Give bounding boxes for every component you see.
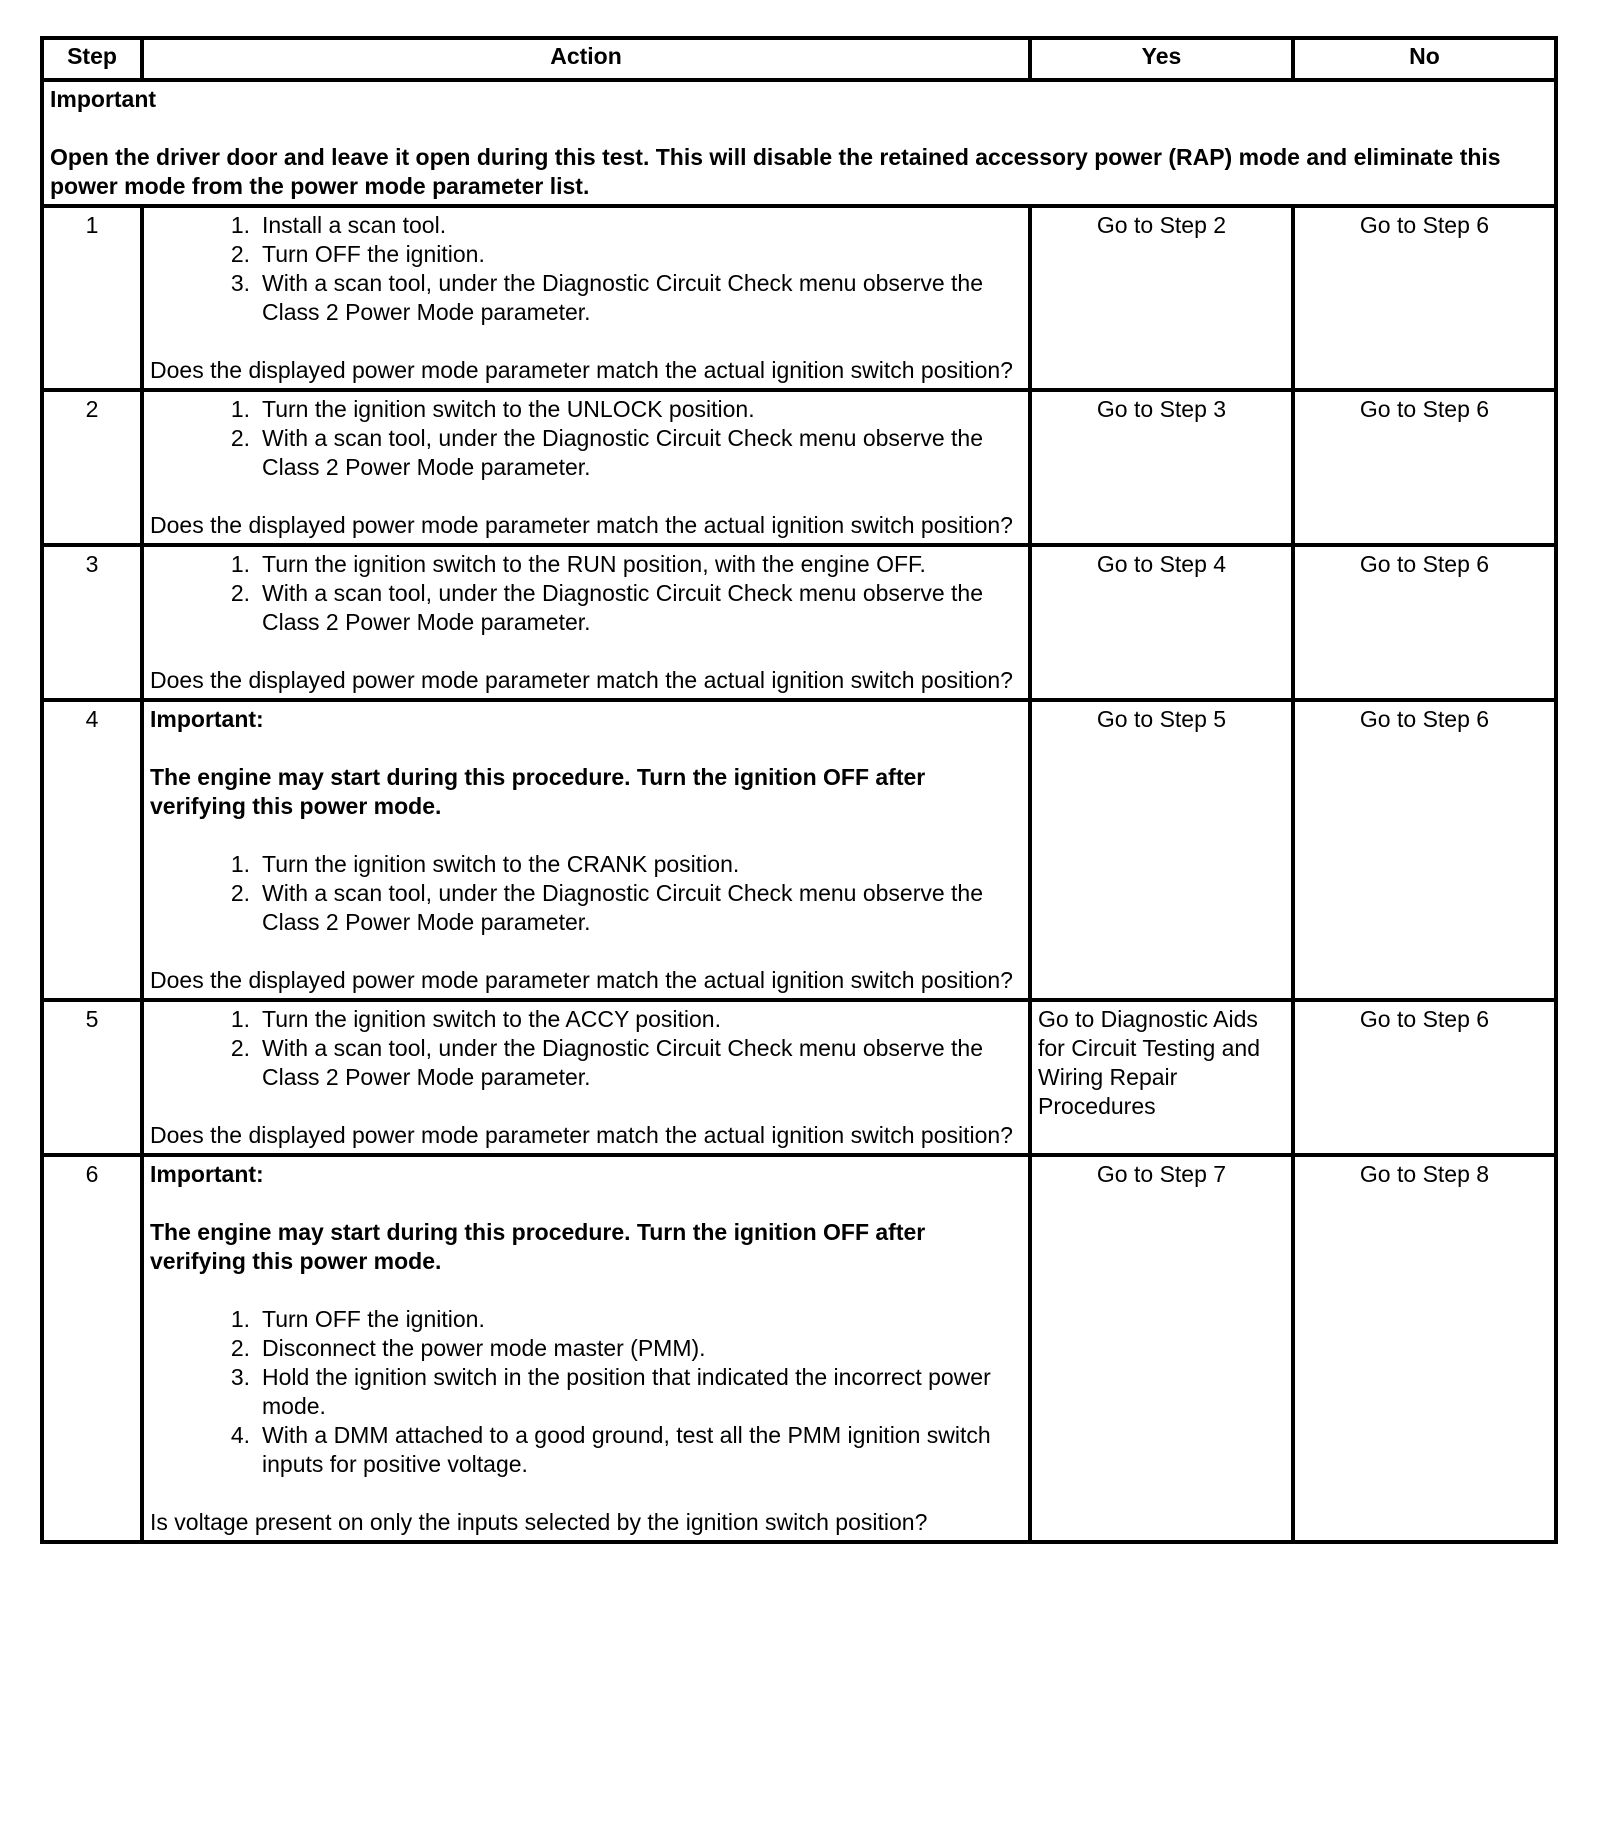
step-question: Does the displayed power mode parameter match the actual ignition switch position?: [150, 512, 1013, 538]
action-item: [150, 395, 1022, 424]
action-list: [150, 850, 1022, 937]
step-row: [42, 1000, 1556, 1155]
action-item-number: 1.: [230, 551, 250, 577]
header-no: No: [1293, 38, 1556, 80]
action-item: [150, 850, 1022, 879]
action-item: [150, 579, 1022, 637]
action-item: [150, 879, 1022, 937]
action-item-text: Turn OFF the ignition.: [262, 241, 485, 267]
action-item-number: 2.: [230, 580, 250, 606]
header-action: Action: [142, 38, 1030, 80]
yes-result: Go to Step 3: [1030, 390, 1293, 545]
action-item-text: Turn OFF the ignition.: [262, 1306, 485, 1332]
action-item: [150, 1005, 1022, 1034]
step-number: 5: [42, 1000, 142, 1155]
step-question: Does the displayed power mode parameter match the actual ignition switch position?: [150, 357, 1013, 383]
action-item-text: Turn the ignition switch to the CRANK position.: [262, 851, 740, 877]
yes-result: Go to Step 4: [1030, 545, 1293, 700]
banner-title: Important: [50, 86, 157, 112]
action-item-number: 3.: [230, 270, 250, 296]
important-text: The engine may start during this procedure. Turn the ignition OFF after verifying this power mode.: [150, 764, 926, 819]
step-row: [42, 1155, 1556, 1542]
action-list: [150, 395, 1022, 482]
action-list: [150, 550, 1022, 637]
important-banner: [42, 80, 1556, 206]
action-item: [150, 211, 1022, 240]
step-row: [42, 206, 1556, 390]
yes-result: Go to Step 7: [1030, 1155, 1293, 1542]
action-list: [150, 1005, 1022, 1092]
action-item-number: 2.: [230, 241, 250, 267]
action-item-number: 1.: [230, 1306, 250, 1332]
action-item-number: 1.: [230, 212, 250, 238]
action-cell: [142, 206, 1030, 390]
action-item-text: Hold the ignition switch in the position that indicated the incorrect power mode.: [262, 1364, 991, 1419]
action-item-text: With a scan tool, under the Diagnostic Circuit Check menu observe the Class 2 Power Mode parameter.: [262, 1035, 984, 1090]
header-step: Step: [42, 38, 142, 80]
step-question: Does the displayed power mode parameter match the actual ignition switch position?: [150, 967, 1013, 993]
action-cell: [142, 390, 1030, 545]
action-item-number: 2.: [230, 425, 250, 451]
no-result: Go to Step 6: [1293, 545, 1556, 700]
no-result: Go to Step 6: [1293, 1000, 1556, 1155]
action-item-number: 1.: [230, 851, 250, 877]
action-item-text: With a DMM attached to a good ground, test all the PMM ignition switch inputs for positive voltage.: [262, 1422, 991, 1477]
action-item: [150, 1034, 1022, 1092]
action-item-number: 4.: [230, 1422, 250, 1448]
action-item-number: 2.: [230, 1035, 250, 1061]
no-result: Go to Step 6: [1293, 206, 1556, 390]
action-item: [150, 424, 1022, 482]
important-title: Important:: [150, 1161, 264, 1187]
action-item-text: Turn the ignition switch to the ACCY position.: [262, 1006, 721, 1032]
action-item: [150, 1421, 1022, 1479]
diagnostic-table: [40, 36, 1558, 1544]
action-item-text: Install a scan tool.: [262, 212, 447, 238]
action-list: [150, 211, 1022, 327]
yes-result: Go to Step 5: [1030, 700, 1293, 1000]
action-item: [150, 1305, 1022, 1334]
step-row: [42, 545, 1556, 700]
action-cell: [142, 1155, 1030, 1542]
important-banner-row: [42, 80, 1556, 206]
step-question: Does the displayed power mode parameter match the actual ignition switch position?: [150, 667, 1013, 693]
important-text: The engine may start during this procedure. Turn the ignition OFF after verifying this power mode.: [150, 1219, 926, 1274]
header-row: [42, 38, 1556, 80]
action-item-number: 2.: [230, 1335, 250, 1361]
action-item: [150, 240, 1022, 269]
step-question: Does the displayed power mode parameter match the actual ignition switch position?: [150, 1122, 1013, 1148]
action-item-text: With a scan tool, under the Diagnostic Circuit Check menu observe the Class 2 Power Mode parameter.: [262, 270, 984, 325]
action-item-text: Disconnect the power mode master (PMM).: [262, 1335, 706, 1361]
no-result: Go to Step 8: [1293, 1155, 1556, 1542]
header-yes: Yes: [1030, 38, 1293, 80]
action-item-number: 1.: [230, 1006, 250, 1032]
action-item-text: With a scan tool, under the Diagnostic Circuit Check menu observe the Class 2 Power Mode parameter.: [262, 425, 984, 480]
action-cell: [142, 545, 1030, 700]
no-result: Go to Step 6: [1293, 390, 1556, 545]
action-item: [150, 1334, 1022, 1363]
step-number: 1: [42, 206, 142, 390]
action-item-number: 2.: [230, 880, 250, 906]
action-item-text: Turn the ignition switch to the UNLOCK position.: [262, 396, 755, 422]
action-cell: [142, 1000, 1030, 1155]
action-item: [150, 550, 1022, 579]
step-row: [42, 700, 1556, 1000]
step-number: 3: [42, 545, 142, 700]
action-item-number: 1.: [230, 396, 250, 422]
important-title: Important:: [150, 706, 264, 732]
step-row: [42, 390, 1556, 545]
banner-text: Open the driver door and leave it open during this test. This will disable the retained accessory power (RAP) mode and eliminate this power mode from the power mode parameter list.: [50, 144, 1501, 199]
action-item-number: 3.: [230, 1364, 250, 1390]
yes-result: Go to Step 2: [1030, 206, 1293, 390]
action-item-text: With a scan tool, under the Diagnostic Circuit Check menu observe the Class 2 Power Mode parameter.: [262, 580, 984, 635]
action-item-text: Turn the ignition switch to the RUN position, with the engine OFF.: [262, 551, 926, 577]
action-cell: [142, 700, 1030, 1000]
action-list: [150, 1305, 1022, 1479]
action-item-text: With a scan tool, under the Diagnostic Circuit Check menu observe the Class 2 Power Mode parameter.: [262, 880, 984, 935]
yes-result: Go to Diagnostic Aids for Circuit Testing and Wiring Repair Procedures: [1030, 1000, 1293, 1155]
step-question: Is voltage present on only the inputs selected by the ignition switch position?: [150, 1509, 928, 1535]
action-item: [150, 269, 1022, 327]
action-item: [150, 1363, 1022, 1421]
no-result: Go to Step 6: [1293, 700, 1556, 1000]
step-number: 4: [42, 700, 142, 1000]
step-number: 2: [42, 390, 142, 545]
step-number: 6: [42, 1155, 142, 1542]
